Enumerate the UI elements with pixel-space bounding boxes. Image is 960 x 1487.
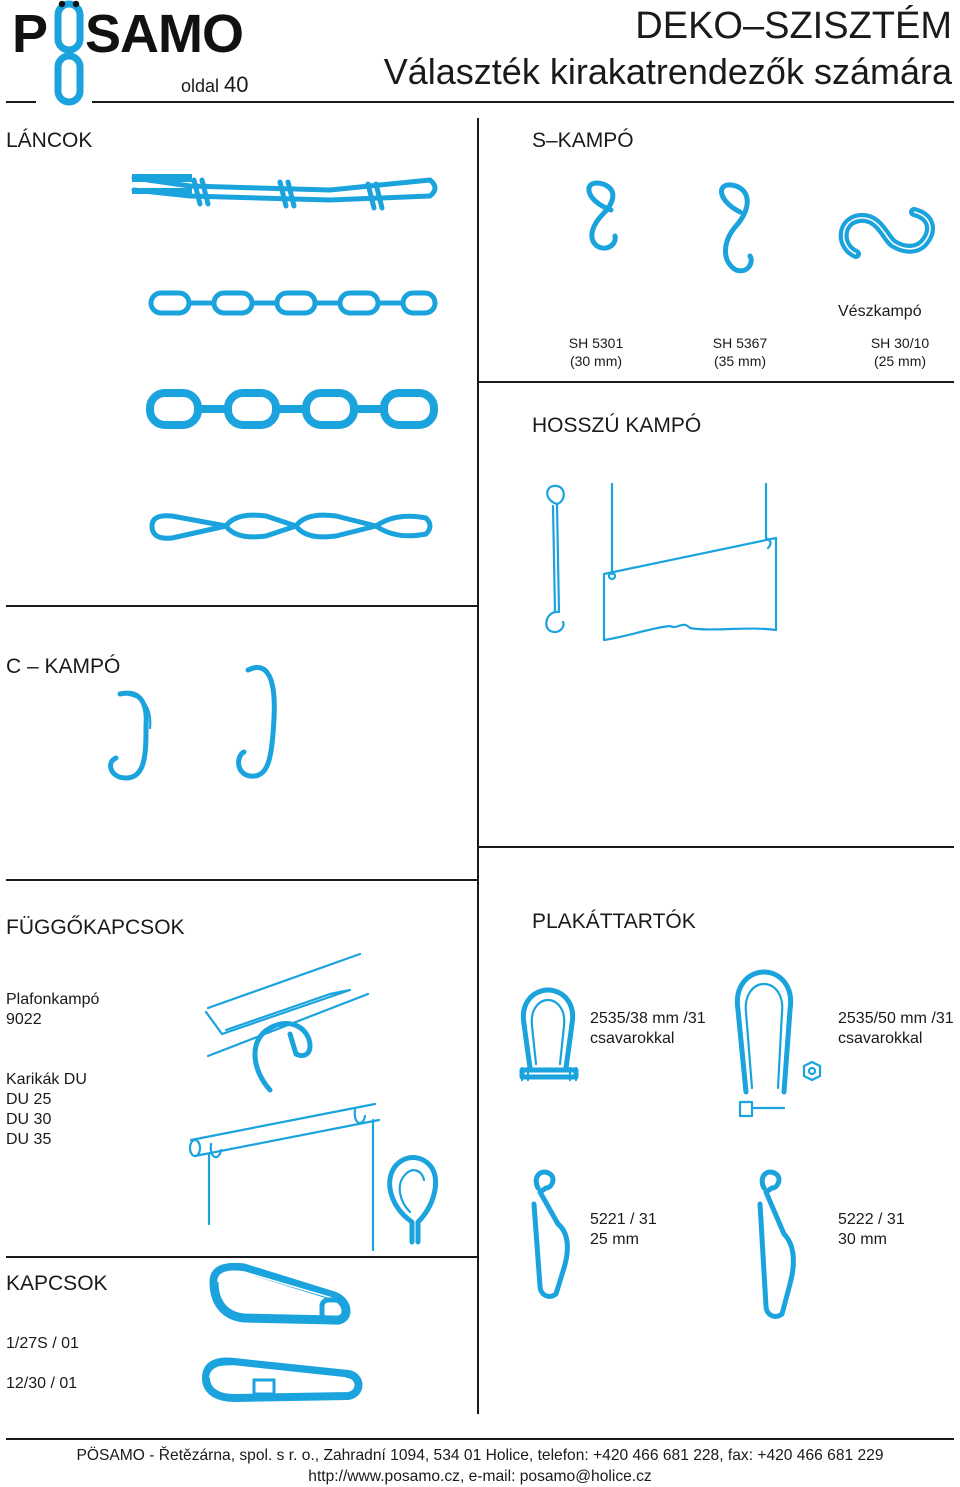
s-hook-sh5301 [573, 180, 633, 260]
s-hook-1-code: SH 5301 [568, 335, 624, 351]
karikak-size-3: DU 35 [6, 1131, 52, 1148]
clip-5222 [744, 1168, 804, 1328]
s-hook-sh5367 [700, 182, 770, 282]
clip-5222-code: 5222 / 31 [838, 1211, 905, 1228]
poster-clip-50 [720, 966, 830, 1136]
rule-c-kampo [6, 879, 477, 881]
long-hook [535, 482, 575, 642]
section-hosszu-kampo: HOSSZÚ KAMPÓ [532, 414, 702, 437]
page-number: 40 [224, 72, 249, 97]
s-hook-3-size: (25 mm) [873, 353, 927, 369]
s-hook-2-code: SH 5367 [712, 335, 768, 351]
page-label: oldal [181, 76, 220, 96]
ceiling-hook-illustration [200, 950, 380, 1050]
snap-clasp-1 [204, 1262, 354, 1332]
clasp-2-code: 12/30 / 01 [6, 1375, 78, 1392]
clip-5221-size: 25 mm [590, 1231, 639, 1248]
curtain-rings-illustration [185, 1100, 385, 1220]
c-hook-small [102, 686, 162, 786]
poster-clip-50-note: csavarokkal [838, 1030, 923, 1047]
section-c-kampo: C – KAMPÓ [6, 655, 121, 678]
logo-text-right: SAMO [85, 4, 244, 64]
karikak-label: Karikák DU [6, 1071, 87, 1088]
brand-logo [12, 6, 243, 62]
logo-chain-link-icon [50, 0, 90, 110]
rule-fuggokapcsok [6, 1256, 477, 1258]
plafonkampo-label: Plafonkampó [6, 991, 100, 1008]
clip-5221-code: 5221 / 31 [590, 1211, 657, 1228]
footer-contact: http://www.posamo.cz, e-mail: posamo@holice.cz [308, 1468, 652, 1485]
section-fuggokapcsok: FÜGGŐKAPCSOK [6, 916, 185, 939]
page-subtitle: Választék kirakatrendezők számára [383, 51, 952, 92]
rule-s-kampo [477, 381, 954, 383]
section-s-kampo: S–KAMPÓ [532, 129, 634, 152]
section-kapcsok: KAPCSOK [6, 1272, 108, 1295]
section-plakattartok: PLAKÁTTARTÓK [532, 910, 696, 933]
s-hook-2-size: (35 mm) [713, 353, 767, 369]
s-hook-3-code: SH 30/10 [870, 335, 930, 351]
chain-twisted-2 [146, 508, 446, 548]
footer-rule [6, 1438, 954, 1440]
snap-clasp-2 [198, 1356, 368, 1406]
section-lancok: LÁNCOK [6, 129, 93, 152]
header-rule [92, 101, 954, 103]
page-indicator [181, 72, 249, 98]
poster-clip-38-note: csavarokkal [590, 1030, 675, 1047]
column-divider [477, 118, 479, 1414]
poster-clip-50-code: 2535/50 mm /31 [838, 1010, 954, 1027]
logo-text-left: P [12, 4, 48, 64]
emergency-hook-label: Vészkampó [838, 303, 922, 320]
rule-lancok [6, 605, 477, 607]
poster-clip-38-code: 2535/38 mm /31 [590, 1010, 706, 1027]
plafonkampo-code: 9022 [6, 1011, 42, 1028]
clip-5222-size: 30 mm [838, 1231, 887, 1248]
s-hook-1-size: (30 mm) [569, 353, 623, 369]
c-hook-large [228, 660, 288, 790]
poster-clip-38 [514, 984, 594, 1094]
chain-oval-large [146, 388, 446, 432]
pear-ring-icon [382, 1152, 442, 1247]
karikak-size-2: DU 30 [6, 1111, 52, 1128]
page-title: DEKO–SZISZTÉM [635, 5, 952, 47]
s-hook-sh3010-emergency [834, 206, 944, 266]
header-rule-left [6, 101, 36, 103]
rule-hosszu [477, 846, 954, 848]
footer-address: PÖSAMO - Řetězárna, spol. s r. o., Zahradní 1094, 534 01 Holice, telefon: +420 466 681 228, fax: +420 466 681 229 [76, 1447, 884, 1464]
long-hook-poster-illustration [600, 480, 800, 650]
karikak-size-1: DU 25 [6, 1091, 52, 1108]
chain-twisted-1 [130, 166, 450, 216]
chain-oval-small [148, 288, 448, 318]
clasp-1-code: 1/27S / 01 [6, 1335, 79, 1352]
clip-5221 [520, 1168, 580, 1308]
